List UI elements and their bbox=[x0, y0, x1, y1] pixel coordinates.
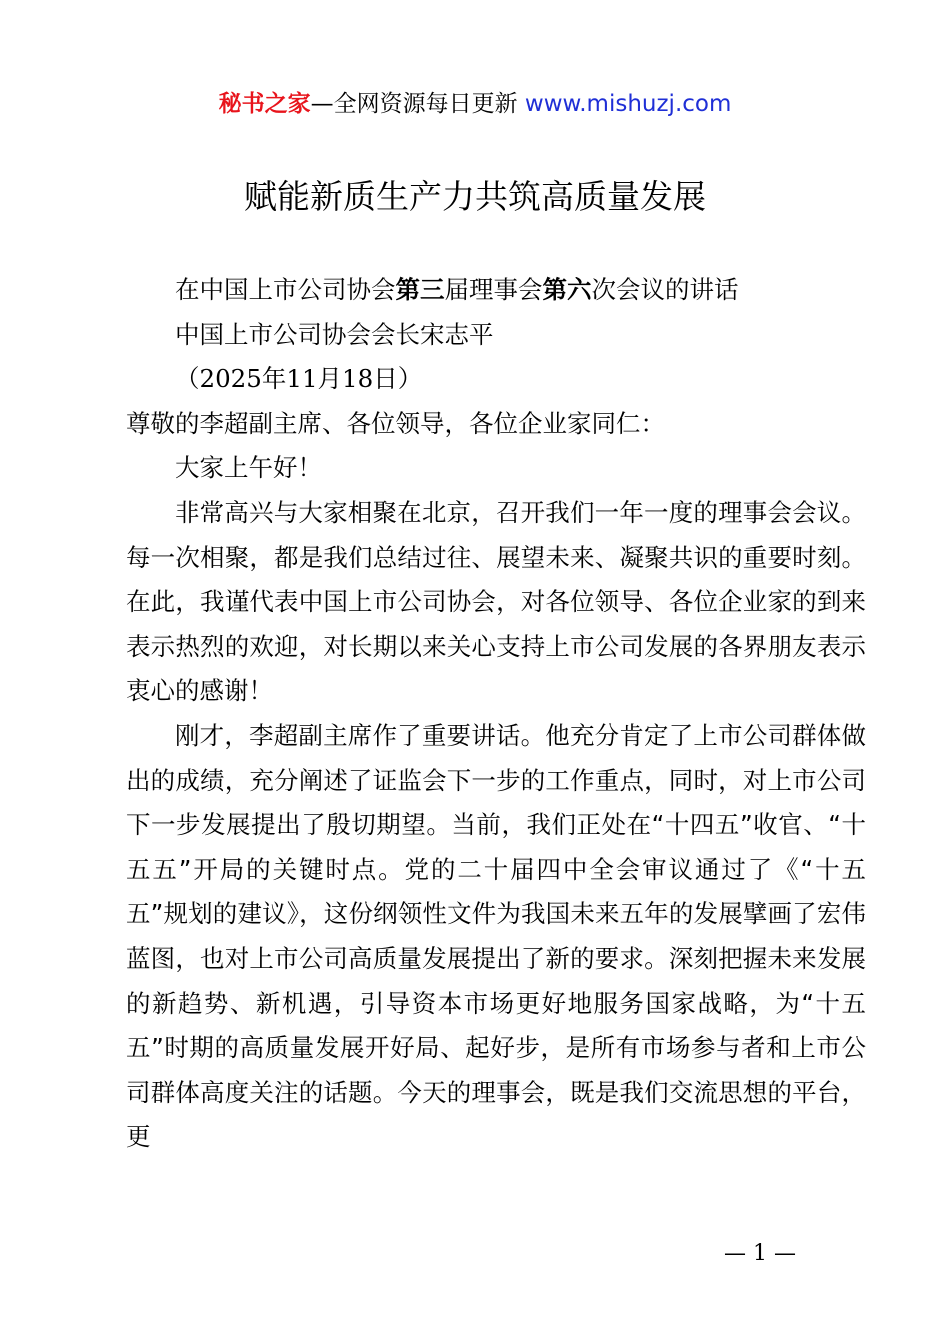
subtitle-bold-text: 第三 bbox=[395, 275, 445, 304]
page-number: — 1 — bbox=[724, 1241, 796, 1266]
site-url[interactable]: www.mishuzj.com bbox=[524, 91, 732, 117]
subtitle-text: 次会议的讲话 bbox=[591, 275, 739, 304]
speech-date: （2025年11月18日） bbox=[175, 364, 423, 394]
paragraph: 非常高兴与大家相聚在北京，召开我们一年一度的理事会会议。每一次相聚，都是我们总结过往、展望未来、凝聚共识的重要时刻。在此，我谨代表中国上市公司协会，对各位领导、各位企业家的到来表示热烈的欢迎，对长期以来关心支持上市公司发展的各界朋友表示衷心的感谢！ bbox=[126, 497, 866, 706]
salutation: 尊敬的李超副主席、各位领导，各位企业家同仁： bbox=[126, 408, 665, 438]
site-header bbox=[0, 86, 950, 122]
subtitle-text: 在中国上市公司协会 bbox=[175, 275, 396, 304]
document-body bbox=[126, 268, 866, 1160]
paragraph: 刚才，李超副主席作了重要讲话。他充分肯定了上市公司群体做出的成绩，充分阐述了证监会下一步的工作重点，同时，对上市公司下一步发展提出了殷切期望。当前，我们正处在“十四五”收官、“十五五”开局的关键时点。党的二十届四中全会审议通过了《“十五五”规划的建议》，这份纲领性文件为我国未来五年的发展擘画了宏伟蓝图，也对上市公司高质量发展提出了新的要求。深刻把握未来发展的新趋势、新机遇，引导资本市场更好地服务国家战略，为“十五五”时期的高质量发展开好局、起好步，是所有市场参与者和上市公司群体高度关注的话题。今天的理事会，既是我们交流思想的平台，更 bbox=[126, 720, 866, 1152]
document-title: 赋能新质生产力共筑高质量发展 bbox=[244, 177, 706, 216]
brand-name: 秘书之家 bbox=[218, 91, 311, 117]
subtitle-bold-text: 第六 bbox=[542, 275, 592, 304]
speech-subtitle bbox=[126, 268, 866, 313]
subtitle-text: 届理事会 bbox=[444, 275, 543, 304]
speaker-line: 中国上市公司协会会长宋志平 bbox=[175, 319, 494, 349]
header-tagline: —全网资源每日更新 bbox=[310, 91, 525, 117]
greeting: 大家上午好！ bbox=[175, 453, 322, 483]
